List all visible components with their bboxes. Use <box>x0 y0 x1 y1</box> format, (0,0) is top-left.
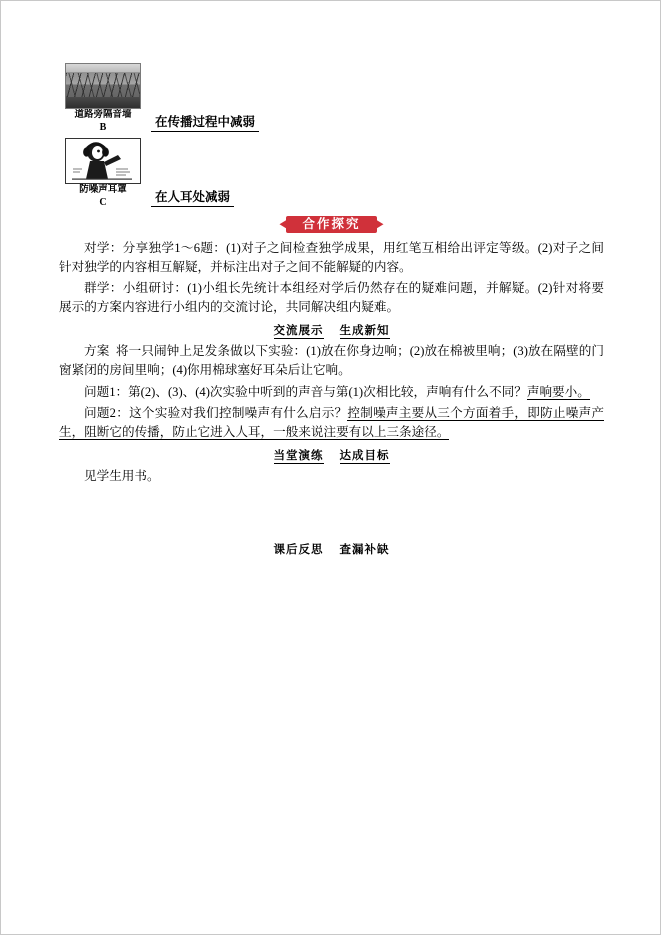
figure-b-letter: B <box>99 121 107 133</box>
subheading-3-right: 查漏补缺 <box>339 544 390 557</box>
question-1-label: 问题1： <box>84 384 129 399</box>
highway-noise-barrier-photo <box>65 63 141 109</box>
subheading-1-right: 生成新知 <box>339 325 390 338</box>
question-2-label: 问题2： <box>84 405 130 420</box>
paragraph-question-1 <box>59 383 604 402</box>
vertical-spacer <box>59 488 604 536</box>
scheme-label: 方案 <box>84 344 110 359</box>
question-2-answer: 控制噪声主要从三个方面着手，即防止噪声产生，阻断它的传播，防止它进入人耳，一般来说注要有以上三条途径。 <box>59 405 605 439</box>
paragraph-question-2 <box>59 404 604 442</box>
subheading-2-right: 达成目标 <box>339 450 390 463</box>
subheading-in-class-practice <box>59 447 604 463</box>
figure-c <box>59 138 147 209</box>
figure-b <box>59 63 147 134</box>
figure-c-caption: 防噪声耳罩 <box>79 184 127 195</box>
figure-b-answer: 在传播过程中减弱 <box>151 112 259 132</box>
figure-row-b <box>59 63 604 134</box>
figure-row-c <box>59 138 604 209</box>
question-2-text: 这个实验对我们控制噪声有什么启示？ <box>129 405 348 420</box>
paragraph-closing: 见学生用书。 <box>84 469 160 484</box>
subheading-2-left: 当堂演练 <box>273 450 324 463</box>
paragraph-qunxue: 群学：小组研讨：(1)小组长先统计本组经对学后仍然存在的疑难问题，并解疑。(2)针对将要展示的方案内容进行小组内的交流讨论，共同解决组内疑难。 <box>59 281 604 315</box>
figure-c-answer: 在人耳处减弱 <box>151 187 234 207</box>
question-1-text: 第(2)、(3)、(4)次实验中听到的声音与第(1)次相比较，声响有什么不同？ <box>128 384 527 399</box>
figure-c-letter: C <box>99 196 107 208</box>
paragraph-duixue: 对学：分享独学1～6题：(1)对子之间检查独学成果，用红笔互相给出评定等级。(2)对子之间针对独学的内容相互解疑，并标注出对子之间不能解疑的内容。 <box>59 240 604 274</box>
subheading-exchange-display <box>59 322 604 338</box>
document-content <box>59 63 604 561</box>
figure-b-caption: 道路旁隔音墙 <box>74 110 132 120</box>
subheading-1-left: 交流展示 <box>273 325 324 338</box>
subheading-3-left: 课后反思 <box>273 544 324 557</box>
subheading-after-class-reflection <box>59 541 604 557</box>
person-wearing-earmuffs-drawing <box>65 138 141 184</box>
scheme-text: 将一只闹钟上足发条做以下实验：(1)放在你身边响；(2)放在棉被里响；(3)放在隔壁的门窗紧闭的房间里响；(4)你用棉球塞好耳朵后让它响。 <box>59 344 605 378</box>
question-1-answer: 声响要小。 <box>526 384 590 399</box>
section-banner-cooperative-inquiry: 合作探究 <box>286 216 376 233</box>
paragraph-scheme <box>59 342 604 380</box>
section-banner-wrap <box>59 215 604 233</box>
